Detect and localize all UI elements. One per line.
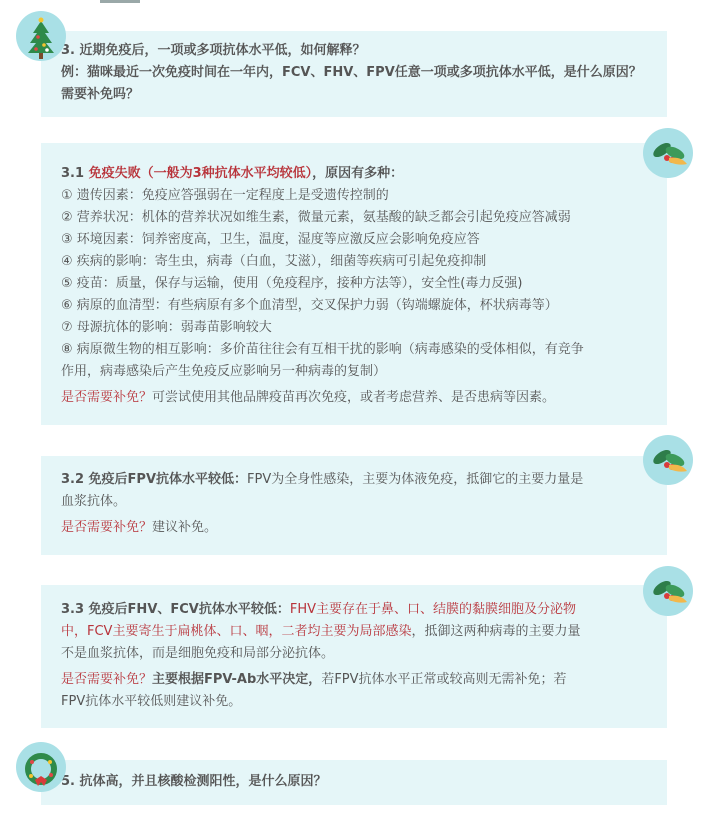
section-3-2-card bbox=[41, 456, 667, 555]
section-3-1-card bbox=[41, 143, 667, 425]
list-item: ③ 环境因素：饲养密度高，卫生，温度，湿度等应激反应会影响免疫应答 bbox=[61, 232, 480, 247]
booster-question: 是否需要补免？ bbox=[61, 520, 153, 535]
question-5-card bbox=[41, 760, 667, 805]
question-3-title: 3. 近期免疫后，一项或多项抗体水平低，如何解释？ bbox=[61, 43, 366, 58]
holly-bubble-3 bbox=[643, 566, 693, 616]
holly-bubble-1 bbox=[643, 128, 693, 178]
section-3-1-booster bbox=[61, 387, 647, 409]
list-item: ① 遗传因素：免疫应答强弱在一定程度上是受遗传控制的 bbox=[61, 188, 389, 203]
section-3-3-booster-cont: FPV抗体水平较低则建议补免。 bbox=[61, 694, 242, 709]
booster-answer: 建议补免。 bbox=[152, 520, 218, 535]
section-3-2-text: FPV为全身性感染，主要为体液免疫，抵御它的主要力量是 bbox=[247, 472, 584, 487]
list-item: ⑦ 母源抗体的影响：弱毒苗影响较大 bbox=[61, 320, 272, 335]
section-3-3-tail: ，抵御这两种病毒的主要力量 bbox=[411, 624, 581, 639]
top-divider bbox=[100, 0, 140, 3]
section-3-2-line-1 bbox=[61, 469, 647, 491]
christmas-tree-icon bbox=[16, 11, 66, 61]
section-3-3-line-2 bbox=[61, 621, 647, 643]
booster-question: 是否需要补免？ bbox=[61, 390, 153, 405]
list-item: ⑤ 疫苗：质量，保存与运输，使用（免疫程序，接种方法等），安全性(毒力反强) bbox=[61, 276, 523, 291]
booster-answer-1: 若FPV抗体水平正常或较高则无需补免；若 bbox=[321, 672, 567, 687]
list-item: 作用，病毒感染后产生免疫反应影响另一种病毒的复制） bbox=[61, 364, 387, 379]
list-item: ⑥ 病原的血清型：有些病原有多个血清型，交叉保护力弱（钩端螺旋体，杯状病毒等） bbox=[61, 298, 558, 313]
section-3-3-booster bbox=[61, 669, 647, 691]
section-3-3-card bbox=[41, 585, 667, 728]
section-3-3-red-1: FHV主要存在于鼻、口、结膜的黏膜细胞及分泌物 bbox=[289, 602, 577, 617]
section-3-2-booster bbox=[61, 517, 647, 539]
list-item: ⑧ 病原微生物的相互影响：多价苗往往会有互相干扰的影响（病毒感染的受体相似，有竞争 bbox=[61, 342, 584, 357]
list-item: ② 营养状况：机体的营养状况如维生素，微量元素，氨基酸的缺乏都会引起免疫应答减弱 bbox=[61, 210, 571, 225]
section-3-3-red-2: 中，FCV主要寄生于扁桃体、口、咽，二者均主要为局部感染 bbox=[61, 624, 412, 639]
section-3-3-line-3: 不是血浆抗体，而是细胞免疫和局部分泌抗体。 bbox=[61, 646, 335, 661]
section-3-2-heading: 3.2 免疫后FPV抗体水平较低： bbox=[61, 472, 248, 487]
question-5-title: 5. 抗体高，并且核酸检测阳性，是什么原因？ bbox=[61, 774, 327, 789]
christmas-tree-bubble bbox=[16, 11, 66, 61]
question-3-card bbox=[41, 31, 667, 117]
booster-criterion: 主要根据FPV-Ab水平决定， bbox=[152, 672, 322, 687]
holly-leaves-icon bbox=[643, 128, 693, 178]
section-3-3-line-1 bbox=[61, 599, 647, 621]
section-3-1-number: 3.1 bbox=[61, 166, 89, 181]
list-item: ④ 疾病的影响：寄生虫，病毒（白血，艾滋），细菌等疾病可引起免疫抑制 bbox=[61, 254, 487, 269]
booster-question: 是否需要补免？ bbox=[61, 672, 153, 687]
section-3-1-heading bbox=[61, 163, 647, 185]
wreath-bubble bbox=[16, 742, 66, 792]
question-3-example: 例：猫咪最近一次免疫时间在一年内，FCV、FHV、FPV任意一项或多项抗体水平低，是什么原因？需要补免吗？ bbox=[61, 65, 642, 102]
section-3-3-heading: 3.3 免疫后FHV、FCV抗体水平较低： bbox=[61, 602, 290, 617]
booster-answer: 可尝试使用其他品牌疫苗再次免疫，或者考虑营养、是否患病等因素。 bbox=[152, 390, 556, 405]
section-3-1-heading-tail: ，原因有多种： bbox=[312, 166, 404, 181]
holly-bubble-2 bbox=[643, 435, 693, 485]
wreath-icon bbox=[16, 742, 66, 792]
section-3-1-highlight: 免疫失败（一般为3种抗体水平均较低） bbox=[88, 166, 313, 181]
section-3-2-line-2: 血浆抗体。 bbox=[61, 494, 127, 509]
holly-leaves-icon bbox=[643, 566, 693, 616]
holly-leaves-icon bbox=[643, 435, 693, 485]
